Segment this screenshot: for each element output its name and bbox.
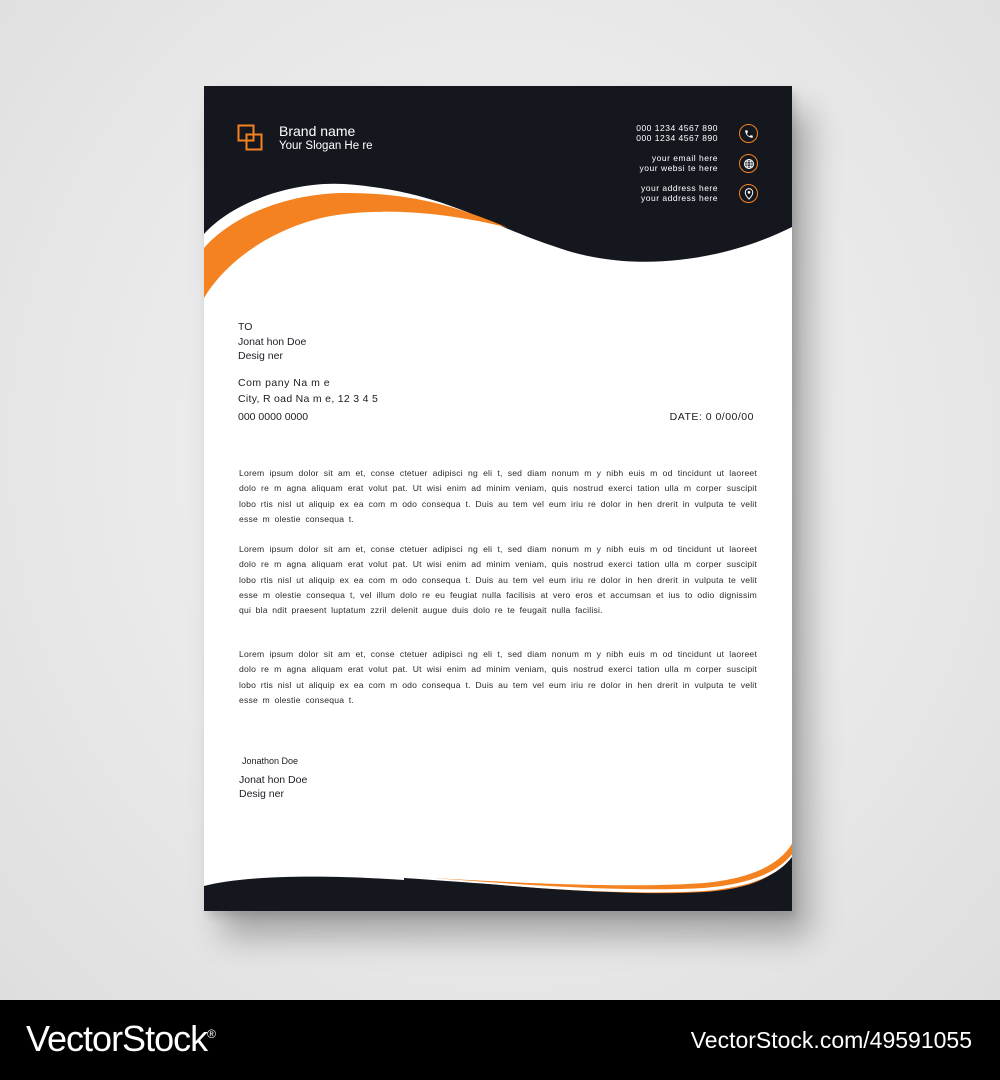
- letter-date: DATE: 0 0/00/00: [669, 411, 754, 423]
- body-paragraph-2: Lorem ipsum dolor sit am et, conse ctetuer adipisci ng eli t, sed diam nonum m y nibh euis m od tincidunt ut laoreet dolo re m agna aliquam erat volut pat. Ut wisi enim ad minim veniam, quis nostrud exerci tation ulla m corper suscipit lobo rtis nisl ut aliquip ex ea com m odo consequa t. Duis au tem vel eum iriu re dolor in hen drerit in vulputa te velit esse m olestie consequa t, vel illum dolo re eu feugiat nulla facilisis at vero eros et accumsan et ius to odio dignissim qui bla ndit praesent luptatum zzril delenit augue duis dolo re te feugait nulla facilisi.: [239, 544, 757, 616]
- phone-line-2: 000 1234 4567 890: [636, 133, 718, 143]
- email-line: your email here: [651, 153, 718, 163]
- recipient-title: Desig ner: [238, 350, 283, 362]
- website-line: your websi te here: [639, 163, 718, 173]
- watermark-site-id: VectorStock.com/49591055: [690, 1027, 972, 1053]
- phone-icon: [739, 124, 758, 143]
- brand-logo-icon: [237, 124, 265, 154]
- to-label: TO: [238, 321, 253, 333]
- watermark-bar: [0, 1000, 1000, 1080]
- contact-web-text: [640, 153, 718, 173]
- brand-name: Brand name: [279, 123, 356, 139]
- footer-navy-band: [204, 844, 792, 911]
- body-paragraph-1: Lorem ipsum dolor sit am et, conse ctetuer adipisci ng eli t, sed diam nonum m y nibh euis m od tincidunt ut laoreet dolo re m agna aliquam erat volut pat. Ut wisi enim ad minim veniam, quis nostrud exerci tation ulla m corper suscipit lobo rtis nisl ut aliquip ex ea com m odo consequa t. Duis au tem vel eum iriu re dolor in hen drerit in vulputa te velit esse m olestie consequa t.: [239, 468, 757, 524]
- phone-line-1: 000 1234 4567 890: [636, 123, 718, 133]
- location-pin-icon: [739, 184, 758, 203]
- company-name: Com pany Na m e: [238, 377, 331, 389]
- address-line-1: your address here: [640, 183, 718, 193]
- contact-address-text: [641, 183, 718, 203]
- recipient-name: Jonat hon Doe: [238, 336, 307, 348]
- watermark-logo: [26, 1018, 215, 1060]
- brand-slogan: Your Slogan He re: [279, 140, 373, 152]
- letterhead-page: [204, 86, 792, 911]
- contact-phone-text: [636, 123, 718, 143]
- company-address: City, R oad Na m e, 12 3 4 5: [238, 393, 379, 405]
- signature-signed: Jonathon Doe: [242, 756, 299, 766]
- header-navy-band: [204, 86, 792, 262]
- address-line-2: your address here: [640, 193, 718, 203]
- watermark-brand: VectorStock: [26, 1018, 208, 1059]
- watermark-registered: ®: [207, 1027, 215, 1041]
- company-phone: 000 0000 0000: [238, 411, 309, 423]
- signature-name: Jonat hon Doe: [239, 774, 308, 786]
- body-paragraph-3: Lorem ipsum dolor sit am et, conse ctetuer adipisci ng eli t, sed diam nonum m y nibh euis m od tincidunt ut laoreet dolo re m agna aliquam erat volut pat. Ut wisi enim ad minim veniam, quis nostrud exerci tation ulla m corper suscipit lobo rtis nisl ut aliquip ex ea com m odo consequa t. Duis au tem vel eum iriu re dolor in hen drerit in vulputa te velit esse m olestie consequa t.: [239, 649, 757, 705]
- globe-icon: [739, 154, 758, 173]
- signature-title: Desig ner: [239, 788, 284, 800]
